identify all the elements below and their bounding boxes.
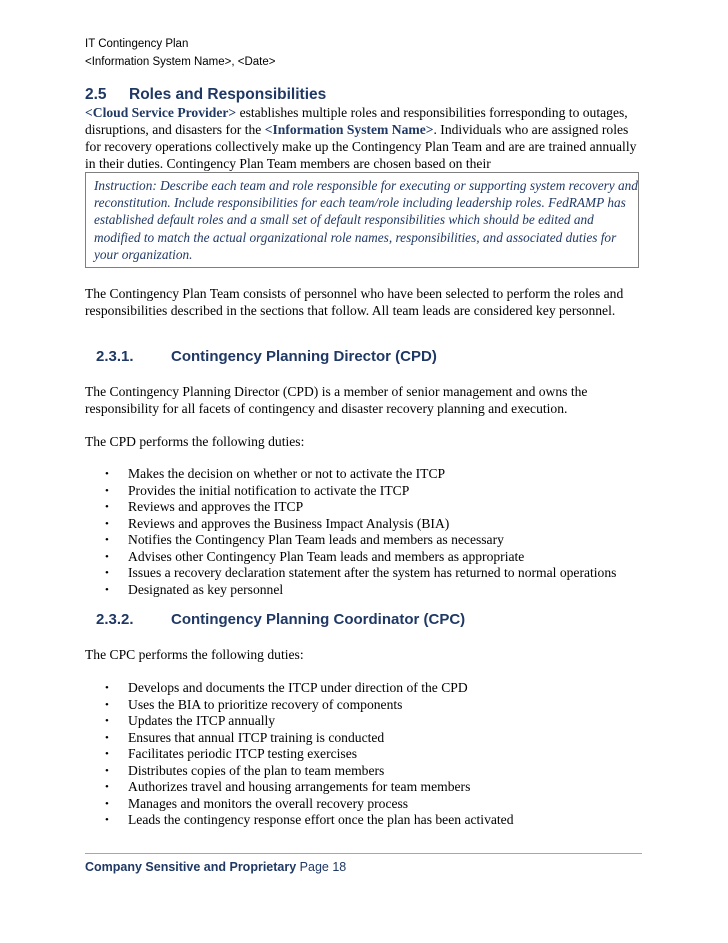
- duty-text: Develops and documents the ITCP under direction of the CPD: [128, 680, 468, 695]
- bullet-icon: •: [105, 764, 109, 777]
- list-item: [85, 532, 616, 549]
- cpc-duties-intro: The CPC performs the following duties:: [85, 647, 304, 662]
- duty-text: Issues a recovery declaration statement after the system has returned to normal operations: [128, 565, 617, 580]
- list-item: [85, 516, 616, 533]
- list-item: [85, 746, 514, 763]
- header-system-date: <Information System Name>, <Date>: [85, 56, 276, 68]
- cpd-title: Contingency Planning Director (CPD): [171, 348, 437, 365]
- bullet-icon: •: [105, 534, 109, 546]
- duty-text: Manages and monitors the overall recovery process: [128, 795, 409, 811]
- list-item: [85, 730, 514, 747]
- bullet-icon: •: [105, 501, 109, 513]
- list-item: [85, 483, 616, 500]
- duty-text: Provides the initial notification to activate the ITCP: [128, 482, 410, 498]
- cpd-number: 2.3.1.: [96, 348, 134, 365]
- bullet-icon: •: [105, 748, 109, 760]
- duty-text: Reviews and approves the ITCP: [128, 499, 304, 514]
- duty-text: Ensures that annual ITCP training is conducted: [128, 729, 385, 745]
- list-item: [85, 697, 514, 714]
- duty-text: Updates the ITCP annually: [128, 713, 276, 728]
- duty-text: Reviews and approves the Business Impact Analysis (BIA): [128, 515, 450, 531]
- bullet-icon: •: [105, 567, 109, 579]
- list-item: [85, 796, 514, 813]
- bullet-icon: •: [105, 781, 109, 793]
- bullet-icon: •: [105, 517, 109, 530]
- cpd-heading: [96, 348, 437, 365]
- footer-page-number: 18: [332, 860, 347, 874]
- bullet-icon: •: [105, 731, 109, 744]
- information-system-name-placeholder: <Information System Name>: [264, 122, 434, 137]
- section-intro-paragraph: [85, 104, 645, 172]
- cpc-duties-list: [85, 680, 514, 829]
- list-item: [85, 779, 514, 796]
- bullet-icon: •: [105, 682, 109, 694]
- bullet-icon: •: [105, 468, 109, 480]
- duty-text: Authorizes travel and housing arrangements for team members: [128, 779, 471, 794]
- cpc-heading: [96, 611, 465, 628]
- list-item: [85, 466, 616, 483]
- footer-divider: [85, 853, 642, 854]
- duty-text: Designated as key personnel: [128, 581, 284, 597]
- section-number: 2.5: [85, 86, 107, 103]
- cpc-title: Contingency Planning Coordinator (CPC): [171, 611, 466, 628]
- list-item: [85, 763, 514, 780]
- footer-page-word: Page: [299, 860, 329, 874]
- bullet-icon: •: [105, 814, 109, 826]
- cpd-duties-list: [85, 466, 616, 598]
- intro-text-2: . Individuals who are assigned roles for recovery operations collectively make up the Contingency Plan Team and are are trained annually in their duties. Contingency Plan Team members are chosen based on their: [85, 122, 637, 171]
- bullet-icon: •: [105, 715, 109, 727]
- cpd-description: The Contingency Planning Director (CPD) is a member of senior management and owns the responsibility for all facets of contingency and disaster recovery planning and execution.: [85, 384, 588, 416]
- list-item: [85, 713, 514, 730]
- list-item: [85, 582, 616, 599]
- list-item: [85, 680, 514, 697]
- duty-text: Facilitates periodic ITCP testing exercises: [128, 746, 358, 761]
- header-title: IT Contingency Plan: [85, 38, 189, 50]
- cloud-service-provider-placeholder: <Cloud Service Provider>: [85, 105, 237, 120]
- bullet-icon: •: [105, 550, 109, 563]
- list-item: [85, 565, 616, 582]
- bullet-icon: •: [105, 484, 109, 497]
- footer-label: Company Sensitive and Proprietary: [85, 860, 297, 874]
- cpc-number: 2.3.2.: [96, 611, 134, 628]
- duty-text: Notifies the Contingency Plan Team leads and members as necessary: [128, 532, 504, 547]
- bullet-icon: •: [105, 583, 109, 596]
- section-heading: [85, 86, 326, 104]
- list-item: [85, 549, 616, 566]
- duty-text: Distributes copies of the plan to team members: [128, 762, 385, 778]
- list-item: [85, 812, 514, 829]
- section-title: Roles and Responsibilities: [129, 86, 327, 103]
- duty-text: Leads the contingency response effort once the plan has been activated: [128, 812, 514, 827]
- intro-text-1: establishes multiple roles and responsibilities forresponding to outages, disruptions, and disasters for the: [85, 105, 628, 137]
- duty-text: Advises other Contingency Plan Team leads and members as appropriate: [128, 548, 525, 564]
- cpd-duties-intro: The CPD performs the following duties:: [85, 434, 305, 449]
- bullet-icon: •: [105, 797, 109, 810]
- duty-text: Makes the decision on whether or not to activate the ITCP: [128, 466, 446, 481]
- list-item: [85, 499, 616, 516]
- duty-text: Uses the BIA to prioritize recovery of components: [128, 696, 403, 712]
- instruction-text: Instruction: Describe each team and role responsible for executing or supporting system recovery and reconstitution. Include responsibilities for each team/role including leadership roles. FedRAMP has established default roles and a small set of default responsibilities which should be edited and modified to match the actual organizational role names, responsibilities, and associated duties for your organization.: [94, 178, 638, 262]
- instruction-box: [85, 172, 639, 268]
- footer: [85, 860, 346, 874]
- bullet-icon: •: [105, 698, 109, 711]
- team-paragraph: The Contingency Plan Team consists of personnel who have been selected to perform the roles and responsibilities described in the sections that follow. All team leads are considered key personnel.: [85, 286, 624, 318]
